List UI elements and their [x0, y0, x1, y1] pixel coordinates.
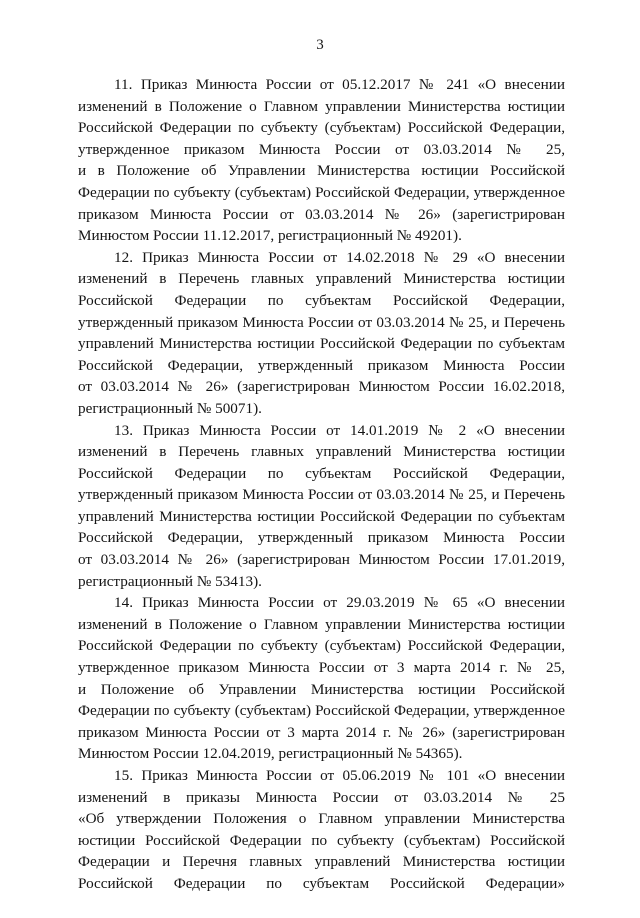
- list-item-14: [78, 592, 565, 765]
- text-line: Российской Федерации по субъектам Российской Федерации»: [78, 874, 565, 892]
- text-line: изменений в Перечень главных управлений Министерства юстиции: [78, 270, 565, 288]
- text-line: от 03.03.2014 № 26» (зарегистрирован Минюстом России 16.02.2018,: [78, 378, 565, 396]
- text-line: изменений в Перечень главных управлений Министерства юстиции: [78, 443, 565, 461]
- text-line: регистрационный № 53413).: [78, 572, 262, 590]
- text-line: Федерации и Перечня главных управлений Министерства юстиции: [78, 853, 565, 871]
- text-line: Российской Федерации по субъекту (субъектам) Российской Федерации,: [78, 119, 565, 137]
- text-line: 14. Приказ Минюста России от 29.03.2019 № 65 «О внесении: [114, 594, 565, 612]
- text-line: Российской Федерации, утвержденный приказом Минюста России: [78, 356, 565, 374]
- text-line: Минюстом России 12.04.2019, регистрационный № 54365).: [78, 745, 463, 763]
- text-line: юстиции Российской Федерации по субъекту (субъектам) Российской: [78, 831, 565, 849]
- page-number: 3: [316, 37, 324, 53]
- list-item-13: [78, 420, 565, 593]
- text-line: Федерации по субъекту (субъектам) Российской Федерации, утвержденное: [78, 183, 565, 201]
- text-line: управлений Министерства юстиции Российской Федерации по субъектам: [78, 507, 565, 525]
- list-item-15: [78, 765, 565, 895]
- text-line: утвержденный приказом Минюста России от 03.03.2014 № 25, и Перечень: [78, 486, 565, 504]
- list-item-11: [78, 74, 565, 247]
- text-line: «Об утверждении Положения о Главном управлении Министерства: [78, 810, 565, 828]
- text-line: приказом Минюста России от 3 марта 2014 г. № 26» (зарегистрирован: [78, 723, 565, 741]
- text-line: Российской Федерации по субъекту (субъектам) Российской Федерации,: [78, 637, 565, 655]
- text-line: 11. Приказ Минюста России от 05.12.2017 № 241 «О внесении: [114, 76, 565, 93]
- text-line: и Положение об Управлении Министерства юстиции Российской: [78, 680, 565, 698]
- text-line: Российской Федерации по субъектам Российской Федерации,: [78, 464, 565, 482]
- text-line: Российской Федерации по субъектам Российской Федерации,: [78, 291, 565, 309]
- text-line: 12. Приказ Минюста России от 14.02.2018 № 29 «О внесении: [114, 248, 565, 266]
- document-body: [78, 74, 565, 895]
- text-line: 13. Приказ Минюста России от 14.01.2019 № 2 «О внесении: [114, 421, 565, 439]
- text-line: Минюстом России 11.12.2017, регистрационный № 49201).: [78, 227, 462, 245]
- text-line: приказом Минюста России от 03.03.2014 № 26» (зарегистрирован: [78, 205, 565, 223]
- text-line: утвержденное приказом Минюста России от 03.03.2014 № 25,: [78, 140, 565, 158]
- text-line: регистрационный № 50071).: [78, 399, 262, 417]
- text-line: управлений Министерства юстиции Российской Федерации по субъектам: [78, 335, 565, 353]
- text-line: Федерации по субъекту (субъектам) Российской Федерации, утвержденное: [78, 702, 565, 720]
- text-line: от 03.03.2014 № 26» (зарегистрирован Минюстом России 17.01.2019,: [78, 551, 565, 569]
- list-item-12: [78, 247, 565, 420]
- text-line: утвержденное приказом Минюста России от 3 марта 2014 г. № 25,: [78, 659, 565, 677]
- text-line: изменений в Положение о Главном управлении Министерства юстиции: [78, 97, 565, 115]
- text-line: изменений в Положение о Главном управлении Министерства юстиции: [78, 615, 565, 633]
- text-line: 15. Приказ Минюста России от 05.06.2019 № 101 «О внесении: [114, 767, 565, 784]
- text-line: изменений в приказы Минюста России от 03.03.2014 № 25: [78, 788, 565, 806]
- text-line: утвержденный приказом Минюста России от 03.03.2014 № 25, и Перечень: [78, 313, 565, 331]
- text-line: Российской Федерации, утвержденный приказом Минюста России: [78, 529, 565, 547]
- text-line: и в Положение об Управлении Министерства юстиции Российской: [78, 162, 565, 180]
